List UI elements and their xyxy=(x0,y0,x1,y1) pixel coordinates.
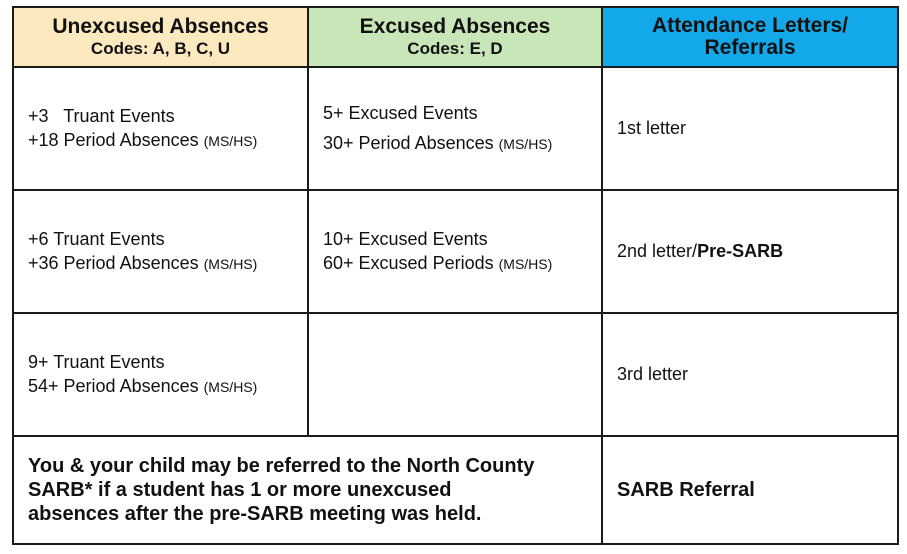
pre-sarb-label: Pre-SARB xyxy=(697,241,784,261)
referral-text: You & your child may be referred to the North County SARB* if a student has 1 or more unexcused absences after the pre-SARB meeting was held. xyxy=(28,455,535,525)
excused-periods: 60+ Excused Periods xyxy=(323,253,494,273)
letter-label: 2nd letter/ xyxy=(617,241,698,261)
period-absences: 54+ Period Absences xyxy=(28,376,199,396)
letter-cell xyxy=(602,67,898,190)
unexcused-header xyxy=(13,7,308,67)
letters-title-line1: Attendance Letters/ xyxy=(651,14,849,37)
sarb-cell xyxy=(602,436,898,544)
table-row xyxy=(13,190,898,313)
letters-header xyxy=(602,7,898,67)
excused-events: 5+ Excused Events xyxy=(323,103,478,123)
letter-label: 3rd letter xyxy=(617,364,689,384)
excused-cell-empty xyxy=(308,313,602,436)
truant-events: 9+ Truant Events xyxy=(28,352,165,372)
table-row xyxy=(13,313,898,436)
excused-cell xyxy=(308,190,602,313)
attendance-table xyxy=(12,6,899,545)
truant-events: +6 Truant Events xyxy=(28,229,165,249)
letters-title-line2: Referrals xyxy=(704,36,796,59)
level-note: (MS/HS) xyxy=(203,379,258,395)
excused-codes: Codes: E, D xyxy=(407,38,503,58)
unexcused-title: Unexcused Absences xyxy=(52,14,269,38)
level-note: (MS/HS) xyxy=(203,133,258,149)
table-row xyxy=(13,67,898,190)
letter-cell xyxy=(602,190,898,313)
period-absences: +18 Period Absences xyxy=(28,130,199,150)
level-note: (MS/HS) xyxy=(203,256,258,272)
excused-title: Excused Absences xyxy=(359,14,551,38)
excused-header xyxy=(308,7,602,67)
header-row xyxy=(13,7,898,67)
unexcused-cell xyxy=(13,190,308,313)
letter-label: 1st letter xyxy=(617,118,687,138)
referral-cell xyxy=(13,436,602,544)
truant-events: +3 Truant Events xyxy=(28,106,175,126)
excused-periods: 30+ Period Absences xyxy=(323,133,494,153)
level-note: (MS/HS) xyxy=(498,136,553,152)
period-absences: +36 Period Absences xyxy=(28,253,199,273)
unexcused-cell xyxy=(13,313,308,436)
referral-row xyxy=(13,436,898,544)
excused-cell xyxy=(308,67,602,190)
unexcused-codes: Codes: A, B, C, U xyxy=(90,38,231,58)
level-note: (MS/HS) xyxy=(498,256,553,272)
unexcused-cell xyxy=(13,67,308,190)
sarb-referral-label: SARB Referral xyxy=(617,478,755,501)
excused-events: 10+ Excused Events xyxy=(323,229,488,249)
letter-cell xyxy=(602,313,898,436)
